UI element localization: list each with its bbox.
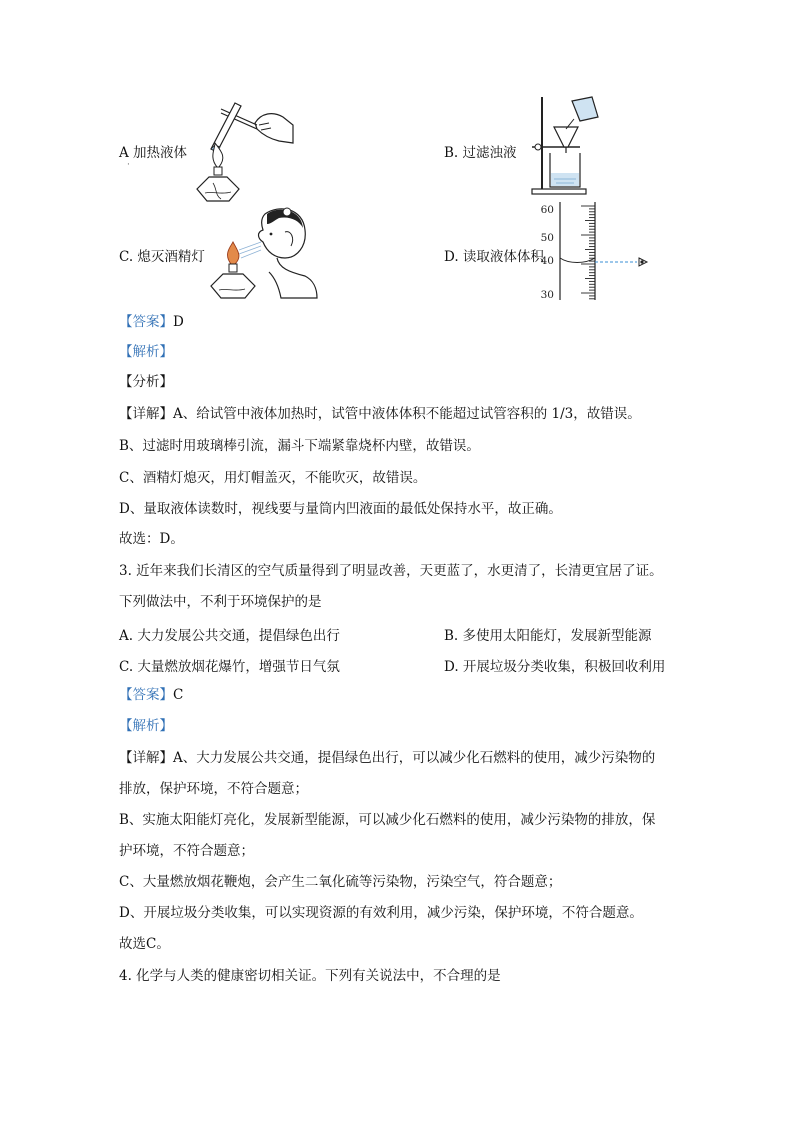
answer-value: C <box>173 687 184 703</box>
q3-detail-d: D、开展垃圾分类收集，可以实现资源的有效利用，减少污染，保护环境，不符合题意。 <box>119 905 643 921</box>
q3-option-d: D. 开展垃圾分类收集，积极回收利用 <box>444 659 666 675</box>
q3-option-c: C. 大量燃放烟花爆竹，增强节日气氛 <box>119 659 340 675</box>
detail-tag: 【详解】 <box>119 406 173 422</box>
q3-stem-line2: 下列做法中，不利于环境保护的是 <box>119 594 322 610</box>
q3-detail-c: C、大量燃放烟花鞭炮，会产生二氧化硫等污染物，污染空气，符合题意； <box>119 874 562 890</box>
cylinder-tick-label: 30 <box>540 289 554 301</box>
answer-tag: 【答案】 <box>119 687 173 703</box>
q3-conclusion: 故选C。 <box>119 936 170 952</box>
q3-detail-b-line1: B、实施太阳能灯亮化，发展新型能源，可以减少化石燃料的使用，减少污染物的排放，保 <box>119 812 656 828</box>
detail-text: A、给试管中液体加热时，试管中液体体积不能超过试管容积的 1/3，故错误。 <box>173 406 641 422</box>
q3-stem-line1: 3. 近年来我们长清区的空气质量得到了明显改善，天更蓝了，水更清了，长清更宜居了证。 <box>119 563 663 579</box>
q2-answer-line <box>119 313 184 331</box>
q2-detail-c: C、酒精灯熄灭，用灯帽盖灭，不能吹灭，故错误。 <box>119 470 427 486</box>
answer-value: D <box>173 314 184 330</box>
graduated-cylinder-illustration <box>540 200 655 302</box>
blowing-lamp-illustration <box>205 202 320 302</box>
cylinder-tick-label: 40 <box>540 255 554 267</box>
q3-option-b: B. 多使用太阳能灯，发展新型能源 <box>444 628 652 644</box>
q3-detail-b-line2: 护环境，不符合题意； <box>119 843 254 859</box>
option-a-label: A 加热液体 <box>119 145 188 161</box>
q2-fenxi-tag: 【分析】 <box>119 374 173 390</box>
option-d-label: D. 读取液体体积 <box>444 249 544 265</box>
answer-tag: 【答案】 <box>119 314 173 330</box>
q2-detail-a <box>119 405 641 423</box>
detail-tag: 【详解】 <box>119 750 173 766</box>
cylinder-tick-label: 60 <box>540 204 554 216</box>
q2-detail-d: D、量取液体读数时，视线要与量筒内凹液面的最低处保持水平，故正确。 <box>119 501 562 517</box>
stray-mark: · <box>127 160 130 170</box>
q2-analysis-tag: 【解析】 <box>119 344 173 360</box>
option-c-label: C. 熄灭酒精灯 <box>119 249 205 265</box>
q3-detail-a-line2: 排放，保护环境，不符合题意； <box>119 781 308 797</box>
heating-liquid-illustration <box>195 95 295 205</box>
option-b-label: B. 过滤浊液 <box>444 145 517 161</box>
q2-conclusion: 故选：D。 <box>119 531 184 547</box>
q3-answer-line <box>119 686 183 704</box>
filtration-illustration <box>528 95 608 197</box>
q4-stem: 4. 化学与人类的健康密切相关证。下列有关说法中，不合理的是 <box>119 968 501 984</box>
q3-option-a: A. 大力发展公共交通，提倡绿色出行 <box>119 628 340 644</box>
detail-text: A、大力发展公共交通，提倡绿色出行，可以减少化石燃料的使用，减少污染物的 <box>173 750 656 766</box>
cylinder-tick-label: 50 <box>540 232 554 244</box>
q3-detail-a-line1 <box>119 749 655 767</box>
q3-analysis-tag: 【解析】 <box>119 718 173 734</box>
q2-detail-b: B、过滤时用玻璃棒引流，漏斗下端紧靠烧杯内壁，故错误。 <box>119 438 480 454</box>
